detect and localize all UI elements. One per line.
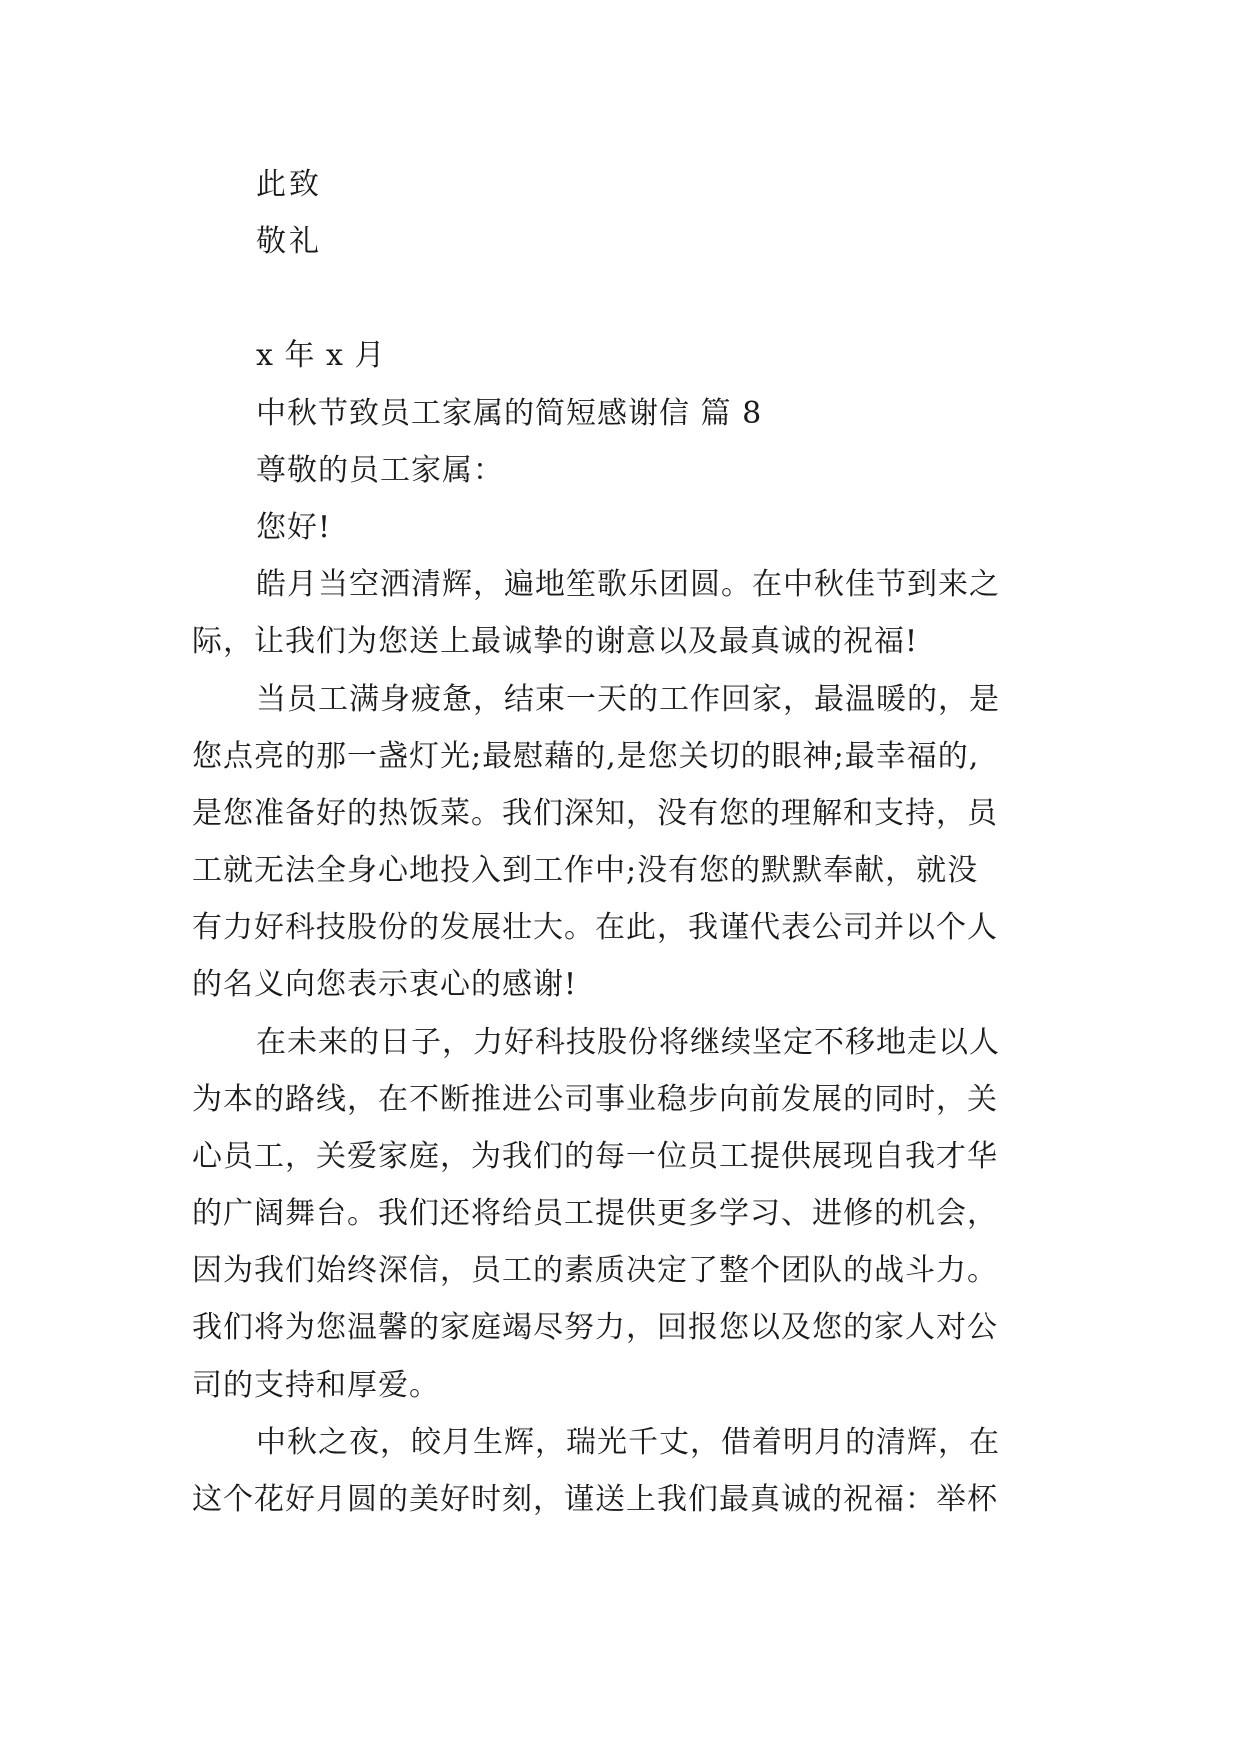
paragraph-4-line-1: 中秋之夜，皎月生辉，瑞光千丈，借着明月的清辉，在	[256, 1425, 1000, 1460]
letter-date: x 年 x 月	[256, 338, 386, 373]
paragraph-2-line-1: 当员工满身疲惫，结束一天的工作回家，最温暖的，是	[256, 682, 1000, 717]
paragraph-2-line-3: 是您准备好的热饭菜。我们深知，没有您的理解和支持，员	[192, 796, 998, 831]
paragraph-2-line-2: 您点亮的那一盏灯光;最慰藉的,是您关切的眼神;最幸福的,	[192, 739, 980, 774]
paragraph-2-line-4: 工就无法全身心地投入到工作中;没有您的默默奉献，就没	[192, 853, 979, 888]
paragraph-3-line-7: 司的支持和厚爱。	[192, 1368, 440, 1403]
paragraph-2-line-5: 有力好科技股份的发展壮大。在此，我谨代表公司并以个人	[192, 910, 998, 945]
letter-title: 中秋节致员工家属的简短感谢信 篇 8	[256, 396, 763, 431]
letter-greeting: 您好!	[256, 510, 332, 545]
paragraph-2-line-6: 的名义向您表示衷心的感谢!	[192, 967, 578, 1002]
salutation-line-2: 敬礼	[256, 224, 322, 259]
paragraph-3-line-3: 心员工，关爱家庭，为我们的每一位员工提供展现自我才华	[192, 1139, 998, 1174]
paragraph-3-line-2: 为本的路线，在不断推进公司事业稳步向前发展的同时，关	[192, 1082, 998, 1117]
paragraph-1-line-2: 际，让我们为您送上最诚挚的谢意以及最真诚的祝福!	[192, 624, 919, 659]
salutation-line-1: 此致	[256, 167, 322, 202]
paragraph-3-line-6: 我们将为您温馨的家庭竭尽努力，回报您以及您的家人对公	[192, 1310, 998, 1345]
paragraph-3-line-1: 在未来的日子，力好科技股份将继续坚定不移地走以人	[256, 1025, 1000, 1060]
paragraph-3-line-5: 因为我们始终深信，员工的素质决定了整个团队的战斗力。	[192, 1253, 998, 1288]
paragraph-3-line-4: 的广阔舞台。我们还将给员工提供更多学习、进修的机会，	[192, 1196, 998, 1231]
paragraph-4-line-2: 这个花好月圆的美好时刻，谨送上我们最真诚的祝福：举杯	[192, 1482, 998, 1517]
letter-recipient: 尊敬的员工家属：	[256, 453, 504, 488]
paragraph-1-line-1: 皓月当空洒清辉，遍地笙歌乐团圆。在中秋佳节到来之	[256, 567, 1000, 602]
